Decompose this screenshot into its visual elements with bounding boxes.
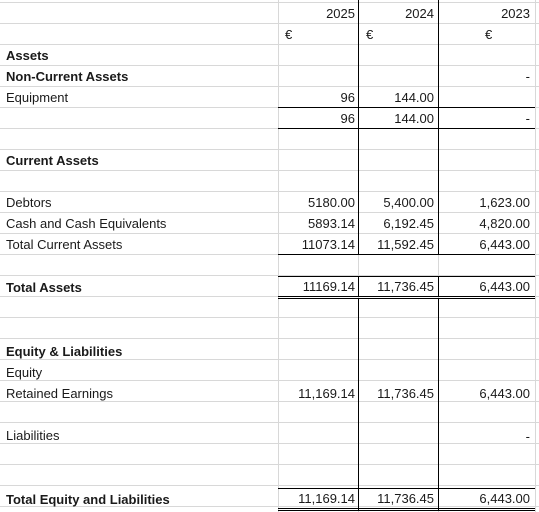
row-label-total-current-assets[interactable]: Total Current Assets	[6, 237, 123, 252]
cell-cash-2025[interactable]: 5893.14	[308, 216, 355, 231]
section-current-assets[interactable]: Current Assets	[6, 153, 99, 168]
year-header-2025[interactable]: 2025	[326, 6, 355, 21]
row-label-total-assets[interactable]: Total Assets	[6, 280, 82, 295]
row-label-equipment[interactable]: Equipment	[6, 90, 69, 105]
section-equity-liabilities[interactable]: Equity & Liabilities	[6, 344, 123, 359]
year-header-2023[interactable]: 2023	[501, 6, 530, 21]
row-label-retained-earnings[interactable]: Retained Earnings	[6, 386, 113, 401]
section-assets[interactable]: Assets	[6, 48, 49, 63]
row-label-equity[interactable]: Equity	[6, 365, 43, 380]
cell-equipment-2025[interactable]: 96	[340, 90, 355, 105]
currency-symbol-2025[interactable]: €	[285, 27, 293, 42]
cell-total-equity-liabilities-2025[interactable]: 11,169.14	[298, 491, 355, 506]
cell-total-assets-2023[interactable]: 6,443.00	[479, 279, 530, 294]
year-header-2024[interactable]: 2024	[405, 6, 434, 21]
cell-retained-earnings-2025[interactable]: 11,169.14	[298, 386, 355, 401]
cell-debtors-2024[interactable]: 5,400.00	[383, 195, 434, 210]
cell-total-current-assets-2024[interactable]: 11,592.45	[377, 237, 434, 252]
cell-debtors-2023[interactable]: 1,623.00	[479, 195, 530, 210]
cell-retained-earnings-2024[interactable]: 11,736.45	[377, 386, 434, 401]
row-label-total-equity-liabilities[interactable]: Total Equity and Liabilities	[6, 492, 170, 507]
cell-total-equity-liabilities-2024[interactable]: 11,736.45	[377, 491, 434, 506]
cell-total-current-assets-2025[interactable]: 11073.14	[301, 237, 355, 252]
cell-total-equity-liabilities-2023[interactable]: 6,443.00	[479, 491, 530, 506]
cell-total-current-assets-2023[interactable]: 6,443.00	[479, 237, 530, 252]
row-label-debtors[interactable]: Debtors	[6, 195, 52, 210]
cell-liabilities-2023[interactable]: -	[525, 429, 530, 444]
cell-total-assets-2025[interactable]: 11169.14	[302, 279, 355, 294]
row-label-liabilities[interactable]: Liabilities	[6, 428, 60, 443]
cell-cash-2024[interactable]: 6,192.45	[383, 216, 434, 231]
cell-total-assets-2024[interactable]: 11,736.45	[377, 279, 434, 294]
cell-cash-2023[interactable]: 4,820.00	[479, 216, 530, 231]
cell-equipment-subtotal-2024[interactable]: 144.00	[394, 111, 434, 126]
cell-equipment-subtotal-2023[interactable]: -	[525, 111, 530, 126]
cell-non-current-2023[interactable]: -	[525, 69, 530, 84]
cell-equipment-2024[interactable]: 144.00	[394, 90, 434, 105]
cell-equipment-subtotal-2025[interactable]: 96	[340, 111, 355, 126]
currency-symbol-2024[interactable]: €	[366, 27, 374, 42]
currency-symbol-2023[interactable]: €	[485, 27, 493, 42]
row-label-non-current-assets[interactable]: Non-Current Assets	[6, 69, 129, 84]
cell-retained-earnings-2023[interactable]: 6,443.00	[479, 386, 530, 401]
cell-debtors-2025[interactable]: 5180.00	[308, 195, 355, 210]
row-label-cash[interactable]: Cash and Cash Equivalents	[6, 216, 167, 231]
